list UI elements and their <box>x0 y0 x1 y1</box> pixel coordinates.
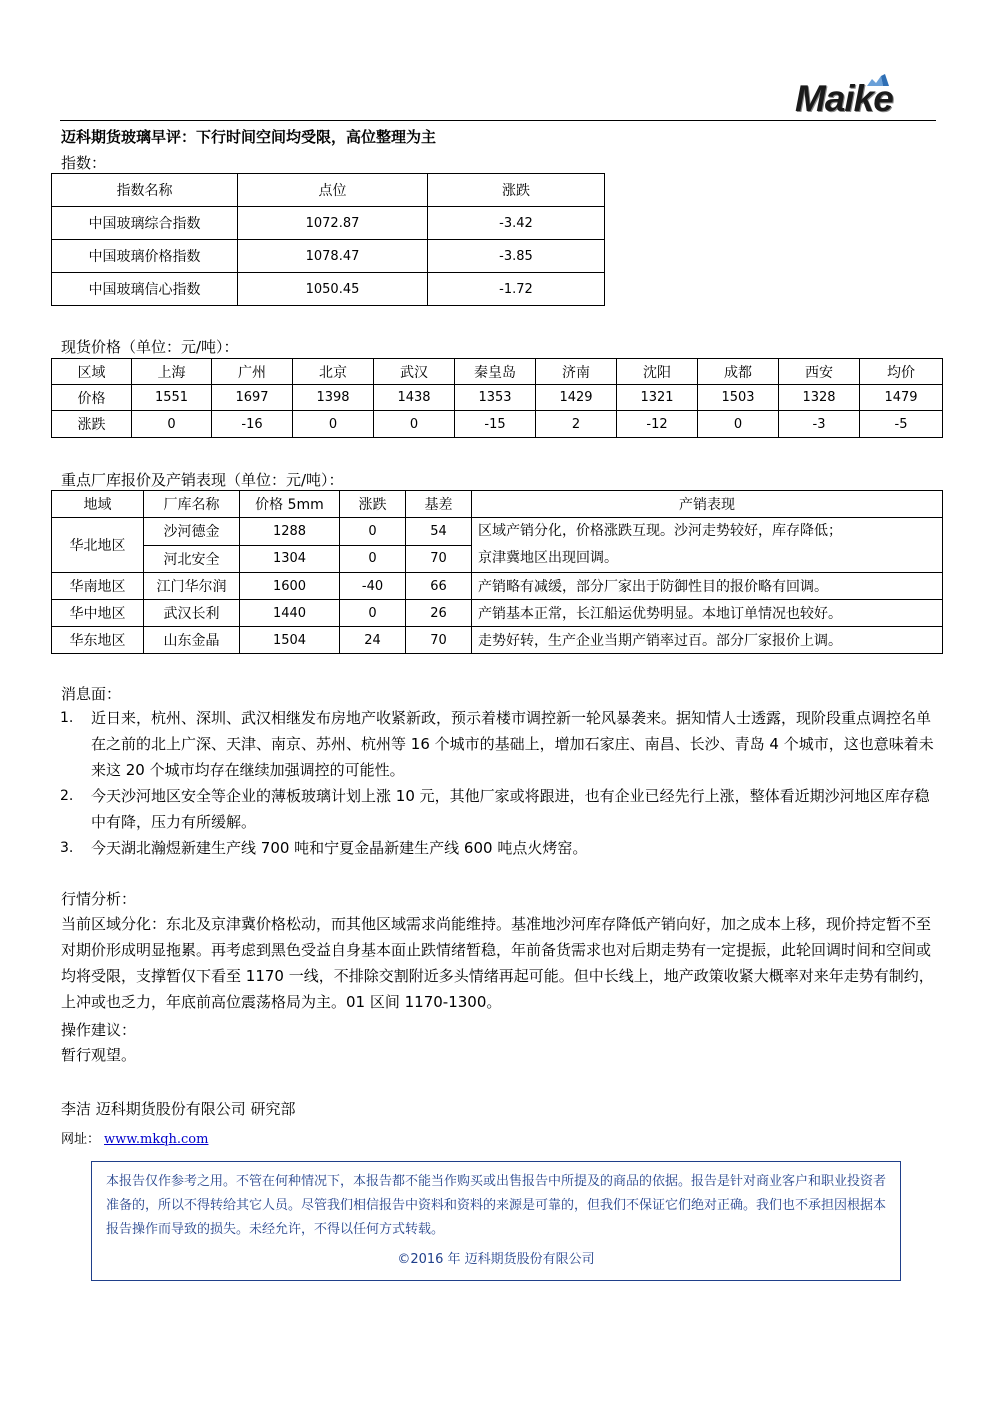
list-item-text: 今天湖北瀚煜新建生产线 700 吨和宁夏金晶新建生产线 600 吨点火烤窑。 <box>91 839 588 857</box>
spot-section-label: 现货价格（单位：元/吨）： <box>61 338 239 356</box>
index-points: 1072.87 <box>238 207 428 240</box>
spot-city: 沈阳 <box>617 359 698 385</box>
spot-change: -16 <box>212 411 293 438</box>
factory-name: 山东金晶 <box>144 627 240 654</box>
website-label: 网址： <box>61 1132 101 1147</box>
factory-change: 0 <box>340 545 406 573</box>
factory-change: 0 <box>340 600 406 627</box>
list-item-text: 近日来，杭州、深圳、武汉相继发布房地产收紧新政，预示着楼市调控新一轮风暴袭来。据知情人士透露，现阶段重点调控名单在之前的北上广深、天津、南京、苏州、杭州等 16 个城市的基础上，增加石家庄、南昌、长沙、青岛 4 个城市，这也意味着未来这 20 个城市均存在继续加强调控的可能性。 <box>91 709 934 779</box>
spot-city: 武汉 <box>374 359 455 385</box>
spot-change: -5 <box>860 411 943 438</box>
spot-row-price <box>52 385 943 411</box>
spot-city: 西安 <box>779 359 860 385</box>
spot-change: -12 <box>617 411 698 438</box>
index-name: 中国玻璃价格指数 <box>52 240 238 273</box>
factory-table-header <box>52 491 943 518</box>
company-logo <box>795 74 930 120</box>
spot-city: 秦皇岛 <box>455 359 536 385</box>
list-item-number: 3. <box>60 840 74 856</box>
disclaimer-box <box>91 1161 901 1281</box>
list-item-number: 1. <box>60 710 74 726</box>
spot-city: 广州 <box>212 359 293 385</box>
copyright-text: ©2016 年 迈科期货股份有限公司 <box>397 1252 595 1267</box>
table-row <box>52 207 605 240</box>
factory-performance: 产销基本正常，长江船运优势明显。本地订单情况也较好。 <box>472 600 943 627</box>
index-table <box>51 173 605 306</box>
spot-price: 1551 <box>132 385 212 411</box>
factory-price: 1304 <box>240 545 340 573</box>
spot-change: -15 <box>455 411 536 438</box>
table-row <box>52 573 943 600</box>
factory-header-basis: 基差 <box>406 491 472 518</box>
spot-city: 上海 <box>132 359 212 385</box>
factory-name: 武汉长利 <box>144 600 240 627</box>
spot-change-label: 涨跌 <box>52 411 132 438</box>
factory-table <box>51 490 943 654</box>
advice-text: 暂行观望。 <box>61 1046 137 1064</box>
spot-city: 北京 <box>293 359 374 385</box>
author-line: 李洁 迈科期货股份有限公司 研究部 <box>61 1100 296 1118</box>
factory-region: 华东地区 <box>52 627 144 654</box>
spot-price-table <box>51 358 943 438</box>
index-header-change: 涨跌 <box>428 174 605 207</box>
index-change: -1.72 <box>428 273 605 306</box>
factory-basis: 26 <box>406 600 472 627</box>
spot-change: 2 <box>536 411 617 438</box>
factory-performance-line: 京津冀地区出现回调。 <box>478 550 618 566</box>
index-section-label: 指数： <box>61 154 107 172</box>
factory-change: 24 <box>340 627 406 654</box>
factory-region: 华中地区 <box>52 600 144 627</box>
factory-header-change: 涨跌 <box>340 491 406 518</box>
index-table-header <box>52 174 605 207</box>
factory-change: 0 <box>340 518 406 546</box>
factory-price: 1504 <box>240 627 340 654</box>
spot-price: 1503 <box>698 385 779 411</box>
list-item <box>60 835 940 861</box>
index-header-points: 点位 <box>238 174 428 207</box>
factory-region: 华北地区 <box>52 518 144 573</box>
index-header-name: 指数名称 <box>52 174 238 207</box>
spot-price: 1697 <box>212 385 293 411</box>
spot-city: 均价 <box>860 359 943 385</box>
news-list <box>60 705 940 861</box>
spot-change: 0 <box>374 411 455 438</box>
factory-basis: 54 <box>406 518 472 546</box>
website-link[interactable]: www.mkqh.com <box>104 1132 209 1147</box>
spot-change: 0 <box>132 411 212 438</box>
factory-price: 1600 <box>240 573 340 600</box>
spot-price-label: 价格 <box>52 385 132 411</box>
spot-city: 成都 <box>698 359 779 385</box>
index-points: 1078.47 <box>238 240 428 273</box>
factory-section-label: 重点厂库报价及产销表现（单位：元/吨）： <box>61 471 344 489</box>
table-row <box>52 518 943 546</box>
factory-performance-line: 区域产销分化，价格涨跌互现。沙河走势较好，库存降低； <box>478 523 842 539</box>
factory-basis: 66 <box>406 573 472 600</box>
spot-price: 1438 <box>374 385 455 411</box>
spot-row-change <box>52 411 943 438</box>
factory-performance: 产销略有减缓，部分厂家出于防御性目的报价略有回调。 <box>472 573 943 600</box>
table-row <box>52 273 605 306</box>
news-section-label: 消息面： <box>61 685 122 703</box>
analysis-text: 当前区域分化：东北及京津冀价格松动，而其他区域需求尚能维持。基准地沙河库存降低产销向好，加之成本上移，现价持定暂不至对期价形成明显拖累。再考虑到黑色受益自身基本面止跌情绪暂稳，年前备货需求也对后期走势有一定提振，此轮回调时间和空间或均将受限，支撑暂仅下看至 1170 一线，不排除交割附近多头情绪再起可能。但中长线上，地产政策收紧大概率对来年走势有制约，上冲或也乏力，年底前高位震荡格局为主。01 区间 1170-1300。 <box>61 915 934 1011</box>
spot-city: 济南 <box>536 359 617 385</box>
factory-price: 1288 <box>240 518 340 546</box>
factory-performance <box>472 518 943 573</box>
spot-price: 1328 <box>779 385 860 411</box>
index-change: -3.85 <box>428 240 605 273</box>
disclaimer-text: 本报告仅作参考之用。不管在何种情况下，本报告都不能当作购买或出售报告中所提及的商品的依据。报告是针对商业客户和职业投资者准备的，所以不得转给其它人员。尽管我们相信报告中资料和资料的来源是可靠的，但我们不保证它们绝对正确。我们也不承担因根据本报告操作而导致的损失。未经允许，不得以任何方式转载。 <box>106 1174 887 1237</box>
factory-name: 河北安全 <box>144 545 240 573</box>
website-line <box>61 1128 208 1147</box>
spot-region-label: 区域 <box>52 359 132 385</box>
list-item <box>60 783 940 835</box>
factory-performance: 走势好转，生产企业当期产销率过百。部分厂家报价上调。 <box>472 627 943 654</box>
list-item-text: 今天沙河地区安全等企业的薄板玻璃计划上涨 10 元，其他厂家或将跟进，也有企业已经先行上涨，整体看近期沙河地区库存稳中有降，压力有所缓解。 <box>91 787 930 831</box>
index-points: 1050.45 <box>238 273 428 306</box>
index-name: 中国玻璃综合指数 <box>52 207 238 240</box>
factory-basis: 70 <box>406 545 472 573</box>
factory-header-price: 价格 5mm <box>240 491 340 518</box>
spot-change: 0 <box>698 411 779 438</box>
index-name: 中国玻璃信心指数 <box>52 273 238 306</box>
factory-header-region: 地域 <box>52 491 144 518</box>
spot-price: 1398 <box>293 385 374 411</box>
factory-name: 江门华尔润 <box>144 573 240 600</box>
factory-header-performance: 产销表现 <box>472 491 943 518</box>
header-divider <box>60 120 936 121</box>
factory-price: 1440 <box>240 600 340 627</box>
index-change: -3.42 <box>428 207 605 240</box>
spot-price: 1429 <box>536 385 617 411</box>
table-row <box>52 600 943 627</box>
spot-price: 1353 <box>455 385 536 411</box>
factory-change: -40 <box>340 573 406 600</box>
spot-price: 1321 <box>617 385 698 411</box>
spot-row-region <box>52 359 943 385</box>
table-row <box>52 627 943 654</box>
list-item-number: 2. <box>60 788 74 804</box>
report-title: 迈科期货玻璃早评：下行时间空间均受限，高位整理为主 <box>61 128 437 146</box>
analysis-section-label: 行情分析： <box>61 890 137 908</box>
factory-name: 沙河德金 <box>144 518 240 546</box>
table-row <box>52 240 605 273</box>
factory-basis: 70 <box>406 627 472 654</box>
spot-change: 0 <box>293 411 374 438</box>
list-item <box>60 705 940 783</box>
spot-price: 1479 <box>860 385 943 411</box>
logo-text: Maike <box>795 78 893 119</box>
spot-change: -3 <box>779 411 860 438</box>
factory-region: 华南地区 <box>52 573 144 600</box>
advice-section-label: 操作建议： <box>61 1021 137 1039</box>
factory-header-name: 厂库名称 <box>144 491 240 518</box>
